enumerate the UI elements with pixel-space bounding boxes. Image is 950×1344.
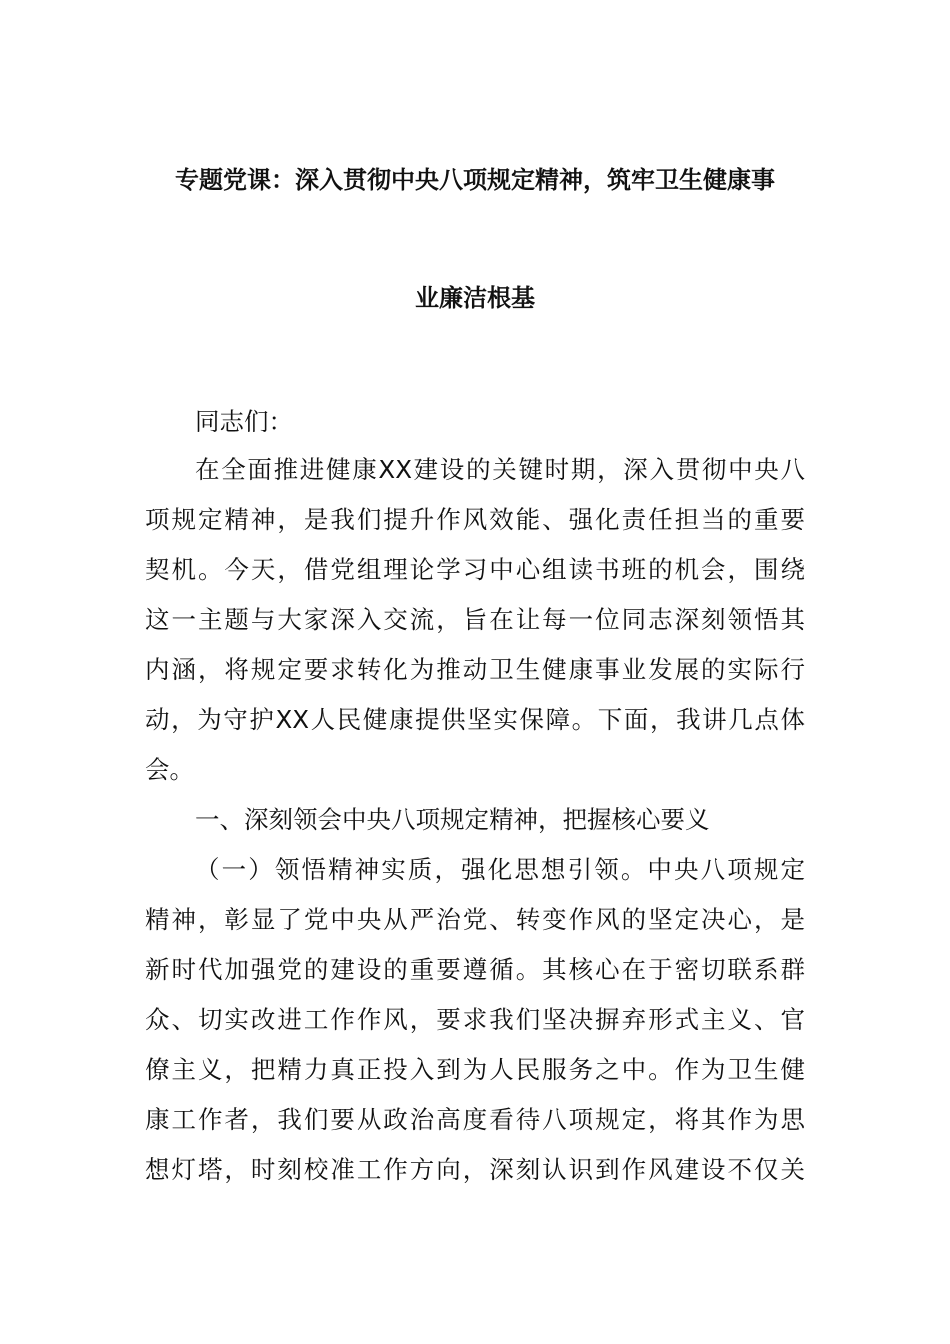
paragraph-line: （一）领悟精神实质，强化思想引领。中央八项规定 — [195, 855, 805, 884]
paragraph-line: 内涵，将规定要求转化为推动卫生健康事业发展的实际行 — [145, 655, 805, 684]
paragraph-line: 想灯塔，时刻校准工作方向，深刻认识到作风建设不仅关 — [145, 1155, 805, 1184]
section-heading: 一、深刻领会中央八项规定精神，把握核心要义 — [195, 805, 710, 834]
paragraph-line: 契机。今天，借党组理论学习中心组读书班的机会，围绕 — [145, 555, 805, 584]
paragraph-line: 众、切实改进工作作风，要求我们坚决摒弃形式主义、官 — [145, 1005, 805, 1034]
document-title-line-1: 专题党课：深入贯彻中央八项规定精神，筑牢卫生健康事 — [175, 166, 775, 194]
document-title-line-2: 业廉洁根基 — [415, 284, 535, 312]
paragraph-line: 僚主义，把精力真正投入到为人民服务之中。作为卫生健 — [145, 1055, 805, 1084]
paragraph-line: 新时代加强党的建设的重要遵循。其核心在于密切联系群 — [145, 955, 805, 984]
paragraph-line: 这一主题与大家深入交流，旨在让每一位同志深刻领悟其 — [145, 605, 805, 634]
paragraph-line: 康工作者，我们要从政治高度看待八项规定，将其作为思 — [145, 1105, 805, 1134]
paragraph-line: 精神，彰显了党中央从严治党、转变作风的坚定决心，是 — [145, 905, 805, 934]
salutation: 同志们： — [195, 407, 293, 436]
paragraph-line: 会。 — [145, 755, 194, 784]
paragraph-line: 项规定精神，是我们提升作风效能、强化责任担当的重要 — [145, 505, 805, 534]
paragraph-line: 动，为守护XX人民健康提供坚实保障。下面，我讲几点体 — [145, 705, 805, 734]
paragraph-line: 在全面推进健康XX建设的关键时期，深入贯彻中央八 — [195, 455, 805, 484]
